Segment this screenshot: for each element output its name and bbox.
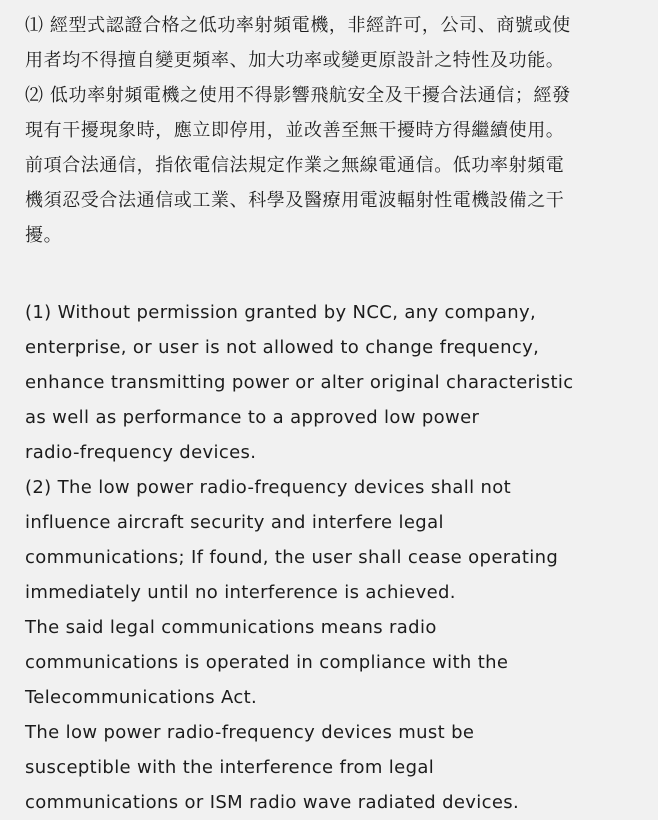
section-spacer [25,253,625,295]
english-text-line: immediately until no interference is achieved. [25,582,456,603]
english-notice-text [25,295,625,820]
english-text-line: enterprise, or user is not allowed to change frequency, [25,337,540,358]
english-text-line: The low power radio-frequency devices must be [25,722,475,743]
english-text-line: as well as performance to a approved low power [25,407,480,428]
chinese-text-line: 機須忍受合法通信或工業、科學及醫療用電波輻射性電機設備之干 [25,190,565,211]
english-text-line: communications is operated in compliance with the [25,652,509,673]
ncc-regulatory-notice [25,8,625,820]
english-text-line: communications; If found, the user shall cease operating [25,547,559,568]
english-text-line: (1) Without permission granted by NCC, any company, [25,302,537,323]
chinese-text-line: 前項合法通信，指依電信法規定作業之無線電通信。低功率射頻電 [25,155,565,176]
chinese-text-line: 現有干擾現象時，應立即停用，並改善至無干擾時方得繼續使用。 [25,120,565,141]
chinese-text-line: 用者均不得擅自變更頻率、加大功率或變更原設計之特性及功能。 [25,50,565,71]
chinese-text-line: ⑵ 低功率射頻電機之使用不得影響飛航安全及干擾合法通信；經發 [25,85,571,106]
chinese-notice-text [25,8,625,253]
english-text-line: influence aircraft security and interfere legal [25,512,444,533]
english-text-line: (2) The low power radio-frequency devices shall not [25,477,512,498]
english-text-line: enhance transmitting power or alter original characteristic [25,372,574,393]
english-text-line: The said legal communications means radio [25,617,437,638]
english-text-line: communications or ISM radio wave radiated devices. [25,792,520,813]
chinese-text-line: 擾。 [25,225,63,246]
english-text-line: susceptible with the interference from legal [25,757,435,778]
chinese-text-line: ⑴ 經型式認證合格之低功率射頻電機，非經許可，公司、商號或使 [25,15,571,36]
english-text-line: Telecommunications Act. [25,687,258,708]
english-text-line: radio-frequency devices. [25,442,257,463]
